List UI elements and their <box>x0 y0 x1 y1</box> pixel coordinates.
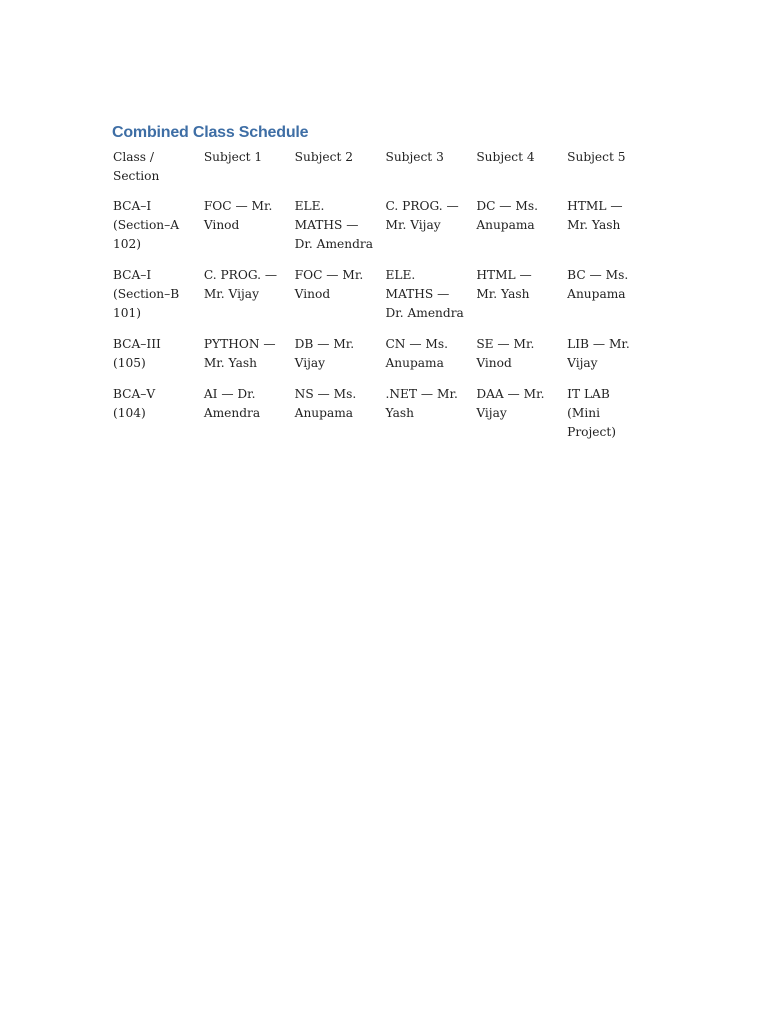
subject-cell: NS — Ms. Anupama <box>294 387 357 420</box>
subject-cell: ELE. MATHS — Dr. Amendra <box>385 268 464 320</box>
subject-cell: FOC — Mr. Vinod <box>294 268 364 301</box>
subject-cell: IT LAB (Mini Project) <box>567 387 616 439</box>
class-cell: BCA–III (105) <box>113 337 161 370</box>
header-class-section: Class / Section <box>113 150 160 183</box>
subject-cell: DAA — Mr. Vijay <box>476 387 545 420</box>
page-title: Combined Class Schedule <box>112 124 309 141</box>
class-cell: BCA–I (Section–A 102) <box>113 199 180 251</box>
table-row <box>107 384 652 453</box>
header-subject-1: Subject 1 <box>203 150 263 164</box>
class-cell: BCA–V (104) <box>113 387 156 420</box>
subject-cell: LIB — Mr. Vijay <box>567 337 630 370</box>
header-subject-2: Subject 2 <box>294 150 353 164</box>
subject-cell: C. PROG. — Mr. Vijay <box>385 199 459 232</box>
table-row <box>107 334 652 384</box>
class-cell: BCA–I (Section–B 101) <box>113 268 180 320</box>
table-row <box>107 196 652 265</box>
schedule-table <box>107 147 652 453</box>
subject-cell: DC — Ms. Anupama <box>476 199 538 232</box>
header-subject-4: Subject 4 <box>476 150 535 164</box>
subject-cell: HTML — Mr. Yash <box>567 199 623 232</box>
header-subject-5: Subject 5 <box>567 150 626 164</box>
subject-cell: FOC — Mr. Vinod <box>203 199 273 232</box>
subject-cell: SE — Mr. Vinod <box>476 337 535 370</box>
subject-cell: BC — Ms. Anupama <box>567 268 629 301</box>
subject-cell: .NET — Mr. Yash <box>385 387 458 420</box>
subject-cell: AI — Dr. Amendra <box>203 387 261 420</box>
subject-cell: ELE. MATHS — Dr. Amendra <box>294 199 373 251</box>
subject-cell: DB — Mr. Vijay <box>294 337 355 370</box>
subject-cell: CN — Ms. Anupama <box>385 337 449 370</box>
header-subject-3: Subject 3 <box>385 150 444 164</box>
subject-cell: C. PROG. — Mr. Vijay <box>203 268 278 301</box>
header-row <box>107 147 652 196</box>
table-row <box>107 265 652 334</box>
subject-cell: HTML — Mr. Yash <box>476 268 532 301</box>
subject-cell: PYTHON — Mr. Yash <box>203 337 276 370</box>
